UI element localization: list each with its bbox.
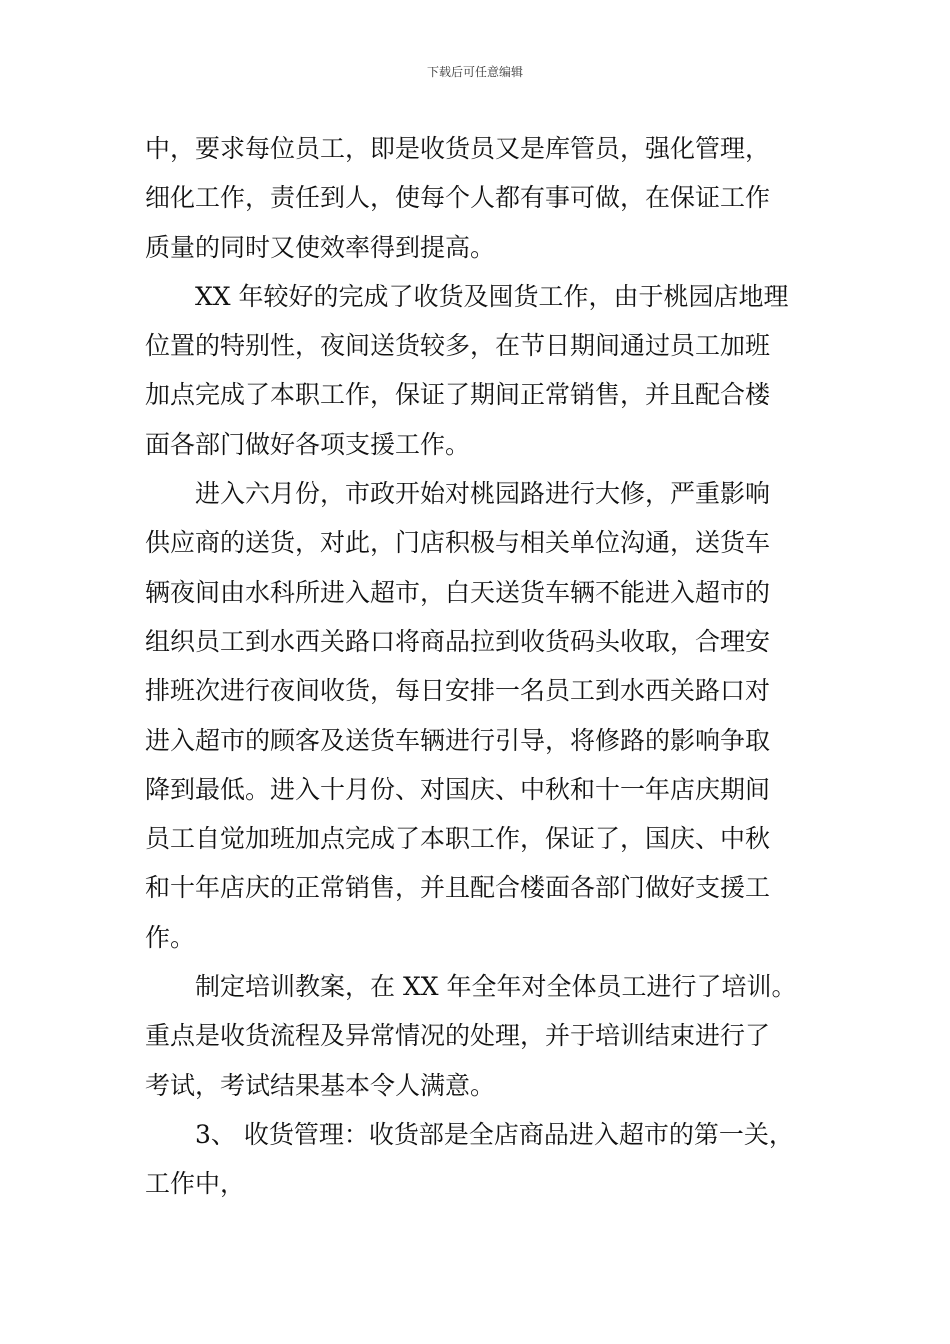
text-line: 重点是收货流程及异常情况的处理，并于培训结束进行了	[145, 1021, 771, 1051]
text-line: 加点完成了本职工作，保证了期间正常销售，并且配合楼	[145, 380, 771, 410]
text-line: 位置的特别性，夜间送货较多，在节日期间通过员工加班	[145, 331, 771, 361]
text-line: 作。	[145, 922, 196, 952]
text-line: 降到最低。进入十月份、对国庆、中秋和十一年店庆期间	[145, 774, 771, 804]
paragraph-start-line: XX 年较好的完成了收货及囤货工作，由于桃园店地理	[195, 281, 789, 311]
text-line: 供应商的送货，对此，门店积极与相关单位沟通，送货车	[145, 528, 771, 558]
text-line: 工作中，	[145, 1169, 246, 1199]
text-line: 和十年店庆的正常销售，并且配合楼面各部门做好支援工	[145, 873, 771, 903]
text-line: 辆夜间由水科所进入超市，白天送货车辆不能进入超市的	[145, 577, 771, 607]
text-line: 考试，考试结果基本令人满意。	[145, 1070, 496, 1100]
paragraph-start-line: 制定培训教案，在 XX 年全年对全体员工进行了培训。	[195, 972, 797, 1002]
text-line: 组织员工到水西关路口将商品拉到收货码头收取，合理安	[145, 626, 771, 656]
text-line: 中，要求每位员工，即是收货员又是库管员，强化管理，	[145, 134, 771, 163]
text-line: 细化工作，责任到人，使每个人都有事可做，在保证工作	[145, 183, 771, 213]
paragraph-start-line: 3、 收货管理：收货部是全店商品进入超市的第一关，	[195, 1119, 794, 1149]
text-line: 排班次进行夜间收货，每日安排一名员工到水西关路口对	[145, 676, 771, 706]
page-header: 下载后可任意编辑	[426, 65, 523, 79]
text-line: 质量的同时又使效率得到提高。	[145, 232, 496, 262]
document-body	[145, 124, 810, 1209]
paragraph-start-line: 进入六月份，市政开始对桃园路进行大修，严重影响	[195, 479, 771, 509]
text-line: 面各部门做好各项支援工作。	[145, 429, 471, 459]
text-line: 员工自觉加班加点完成了本职工作，保证了，国庆、中秋	[145, 824, 771, 854]
text-line: 进入超市的顾客及送货车辆进行引导，将修路的影响争取	[145, 725, 771, 755]
